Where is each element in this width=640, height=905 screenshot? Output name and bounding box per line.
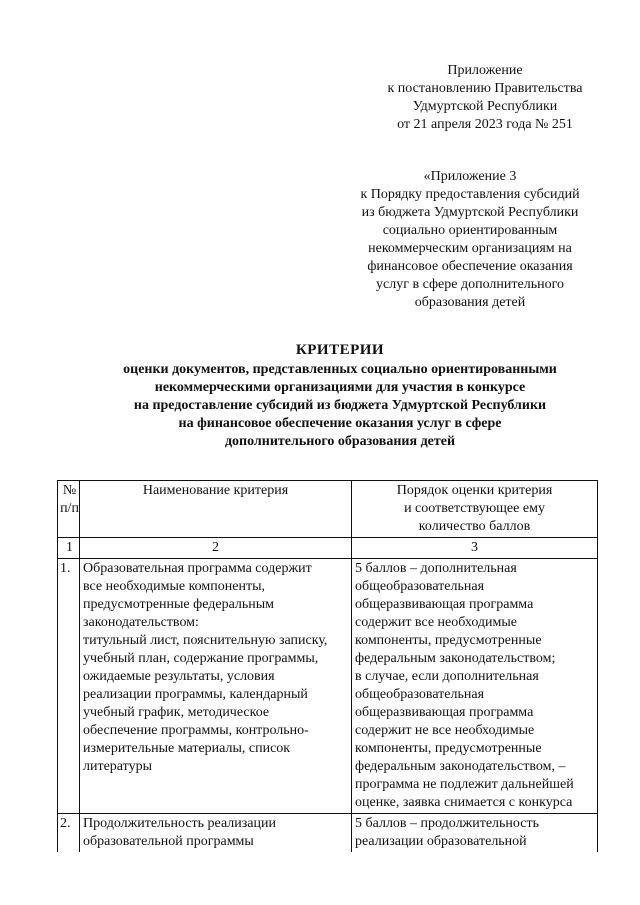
criterion-name-line: учебный план, содержание программы, (83, 651, 319, 666)
title-main: КРИТЕРИИ (295, 342, 385, 358)
criterion-order-line: компоненты, предусмотренные (355, 741, 542, 756)
header-name (80, 481, 352, 538)
criterion-order-line: федеральным законодательством, – (355, 759, 566, 774)
criterion-order (352, 559, 598, 814)
appendix-heading (355, 62, 615, 134)
criterion-order-line: содержит все необходимые (355, 615, 518, 630)
column-number: 3 (352, 538, 598, 559)
criterion-order-line: общеразвивающая программа (355, 705, 534, 720)
criterion-name-line: образовательной программы (83, 834, 254, 849)
appendix-3-line: из бюджета Удмуртской Республики (361, 205, 579, 220)
criterion-name-line: измерительные материалы, список (83, 741, 291, 756)
header-num-line: № (62, 483, 77, 498)
criterion-order-line: общеобразовательная (355, 579, 485, 594)
column-number: 2 (80, 538, 352, 559)
column-number-row (58, 538, 598, 559)
title-line: дополнительного образования детей (224, 434, 456, 449)
column-number: 1 (58, 538, 80, 559)
table-row (58, 559, 598, 814)
criterion-name-line: реализации программы, календарный (83, 687, 308, 702)
header-num-line: п/п (60, 501, 79, 516)
row-number: 1. (58, 559, 80, 814)
criterion-order-line: общеобразовательная (355, 687, 485, 702)
criteria-table (57, 480, 598, 852)
document-title (70, 341, 610, 451)
criterion-name-line: титульный лист, пояснительную записку, (83, 633, 328, 648)
criterion-name-line: Образовательная программа содержит (83, 561, 312, 576)
criterion-order-line: программа не подлежит дальнейшей (355, 777, 574, 792)
appendix-3-line: к Порядку предоставления субсидий (360, 187, 580, 202)
appendix-3-line: некоммерческим организациям на (368, 241, 572, 256)
row-number: 2. (58, 814, 80, 853)
criterion-name-line: все необходимые компоненты, (83, 579, 265, 594)
header-order-line: Порядок оценки критерия (396, 483, 553, 498)
title-line: некоммерческими организациями для участия в конкурсе (154, 380, 526, 395)
appendix-3-line: финансовое обеспечение оказания (367, 259, 573, 274)
header-order (352, 481, 598, 538)
header-num (58, 481, 80, 538)
appendix-3-line: «Приложение 3 (423, 169, 517, 184)
title-line: на финансовое обеспечение оказания услуг в сфере (178, 416, 502, 431)
criterion-order-line: 5 баллов – продолжительность (355, 816, 539, 831)
criterion-name (80, 559, 352, 814)
criterion-order-line: реализации образовательной (355, 834, 527, 849)
criterion-name-line: Продолжительность реализации (83, 816, 276, 831)
header-order-line: и соответствующее ему (404, 501, 545, 516)
appendix-3-line: социально ориентированным (382, 223, 558, 238)
criterion-order-line: содержит не все необходимые (355, 723, 535, 738)
criterion-order-line: в случае, если дополнительная (355, 669, 539, 684)
title-line: оценки документов, представленных социально ориентированными (123, 362, 557, 377)
criterion-order-line: 5 баллов – дополнительная (355, 561, 517, 576)
criterion-order-line: компоненты, предусмотренные (355, 633, 542, 648)
appendix-line: Приложение (447, 63, 523, 78)
appendix-line: от 21 апреля 2023 года № 251 (397, 117, 573, 132)
criterion-name (80, 814, 352, 853)
table-header-row (58, 481, 598, 538)
title-line: на предоставление субсидий из бюджета Удмуртской Республики (133, 398, 547, 413)
header-name-line: Наименование критерия (142, 483, 289, 498)
criterion-name-line: учебный график, методическое (83, 705, 270, 720)
table-row (58, 814, 598, 853)
criterion-name-line: литературы (83, 759, 153, 774)
header-order-line: количество баллов (418, 519, 531, 534)
criterion-order-line: общеразвивающая программа (355, 597, 534, 612)
criterion-order (352, 814, 598, 853)
appendix-3-line: образования детей (414, 295, 526, 310)
appendix-line: к постановлению Правительства (387, 81, 583, 96)
criterion-order-line: федеральным законодательством; (355, 651, 556, 666)
appendix-3-heading (340, 168, 600, 312)
criterion-order-line: оценке, заявка снимается с конкурса (355, 795, 573, 810)
criterion-name-line: обеспечение программы, контрольно- (83, 723, 309, 738)
criterion-name-line: законодательством: (83, 615, 199, 630)
criterion-name-line: ожидаемые результаты, условия (83, 669, 275, 684)
criterion-name-line: предусмотренные федеральным (83, 597, 275, 612)
appendix-line: Удмуртской Республики (412, 99, 558, 114)
appendix-3-line: услуг в сфере дополнительного (376, 277, 564, 292)
